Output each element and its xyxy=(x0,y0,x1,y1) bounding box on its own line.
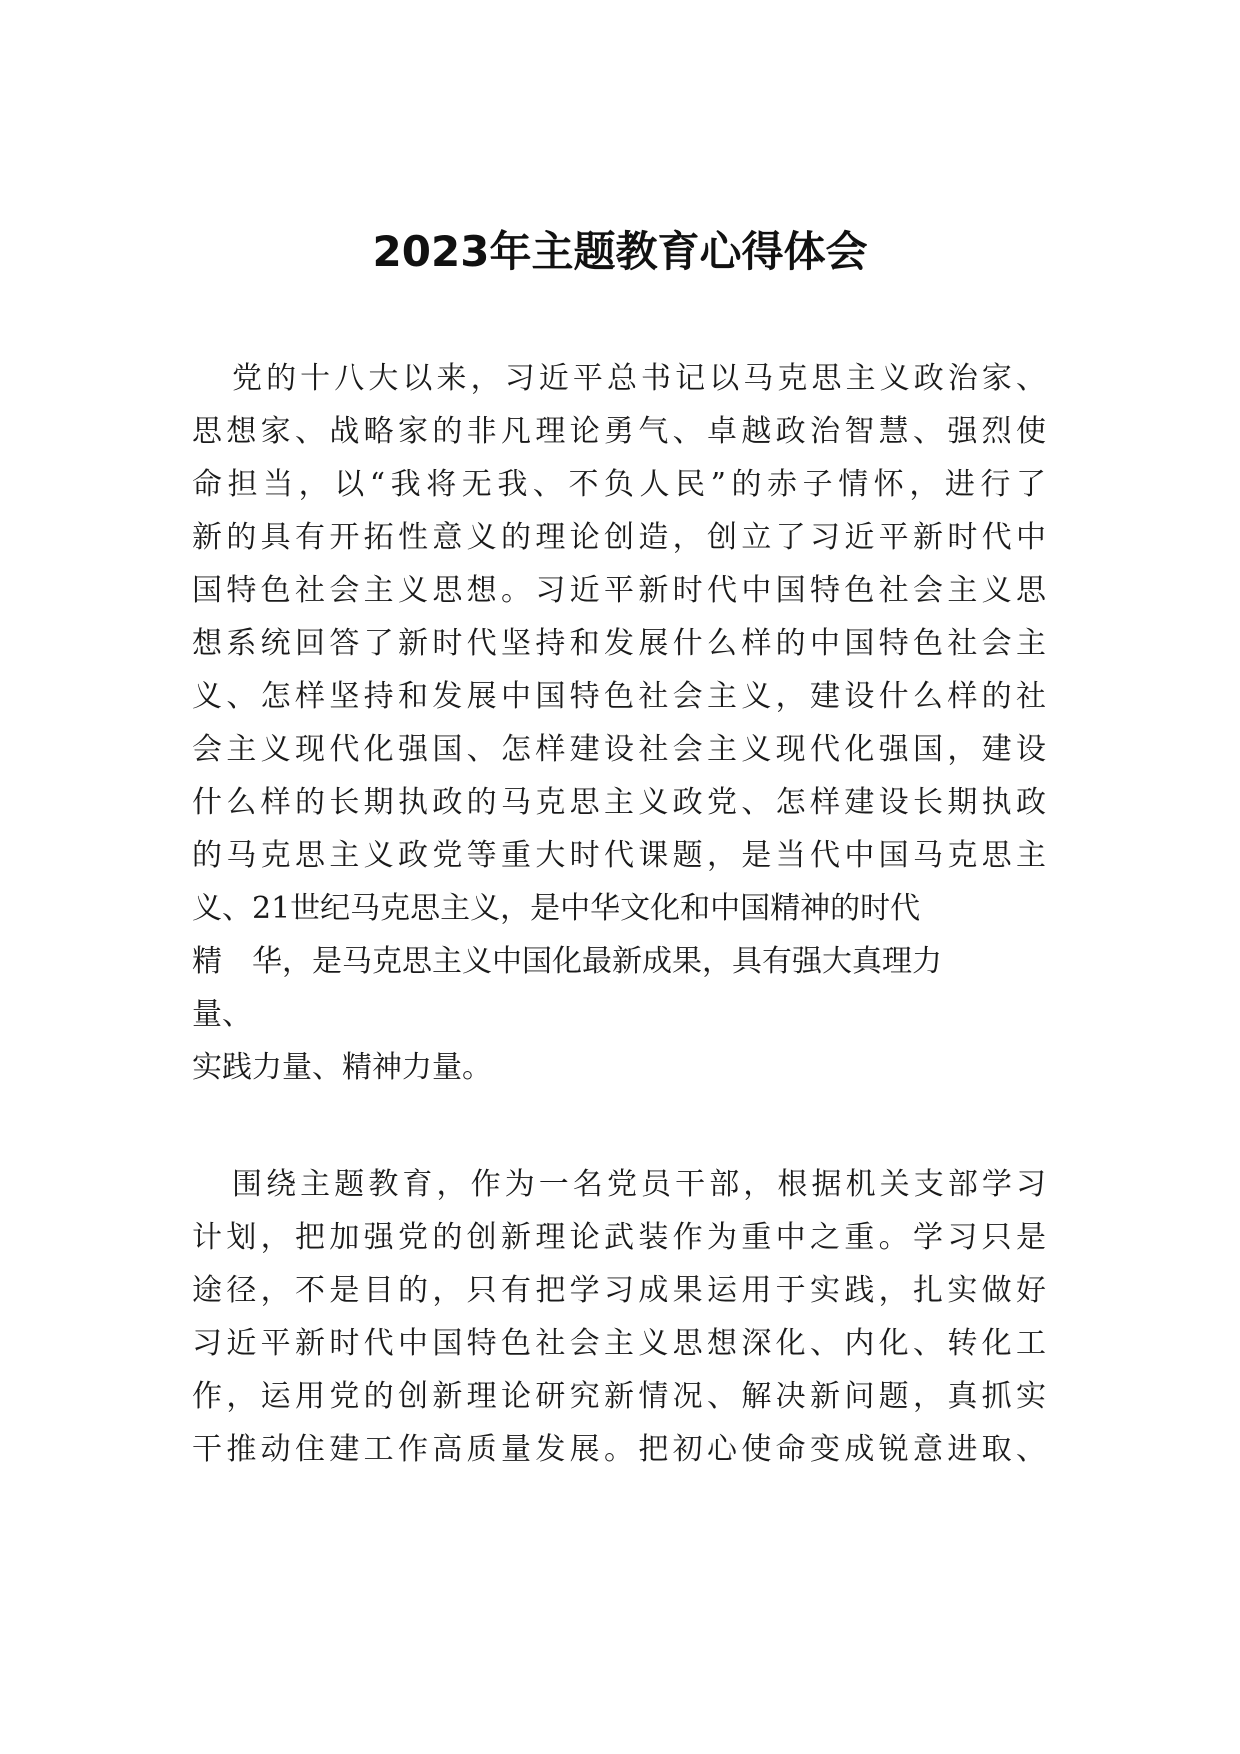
document-title: 2023年主题教育心得体会 xyxy=(372,227,868,276)
paragraph-line: 国特色社会主义思想。习近平新时代中国特色社会主义思 xyxy=(192,573,1046,608)
paragraph-2 xyxy=(192,1158,1046,1476)
paragraph-line: 途径，不是目的，只有把学习成果运用于实践，扎实做好 xyxy=(192,1273,1046,1308)
paragraph-line: 精 华，是马克思主义中国化最新成果，具有强大真理力 xyxy=(192,944,942,979)
paragraph-line: 作，运用党的创新理论研究新情况、解决新问题，真抓实 xyxy=(192,1379,1046,1414)
paragraph-line: 习近平新时代中国特色社会主义思想深化、内化、转化工 xyxy=(192,1326,1046,1361)
paragraph-line: 实践力量、精神力量。 xyxy=(192,1050,492,1085)
paragraph-line: 会主义现代化强国、怎样建设社会主义现代化强国，建设 xyxy=(192,732,1046,767)
paragraph-line: 义、怎样坚持和发展中国特色社会主义，建设什么样的社 xyxy=(192,679,1046,714)
paragraph-line: 计划，把加强党的创新理论武装作为重中之重。学习只是 xyxy=(192,1220,1046,1255)
paragraph-line: 什么样的长期执政的马克思主义政党、怎样建设长期执政 xyxy=(192,785,1046,820)
paragraph-line: 量、 xyxy=(192,997,252,1032)
paragraph-line: 的马克思主义政党等重大时代课题，是当代中国马克思主 xyxy=(192,838,1046,873)
paragraph-line: 命担当，以“我将无我、不负人民”的赤子情怀，进行了 xyxy=(192,467,1046,502)
paragraph-line: 想系统回答了新时代坚持和发展什么样的中国特色社会主 xyxy=(192,626,1046,661)
paragraph-line: 干推动住建工作高质量发展。把初心使命变成锐意进取、 xyxy=(192,1432,1046,1467)
paragraph-line: 思想家、战略家的非凡理论勇气、卓越政治智慧、强烈使 xyxy=(192,414,1046,449)
paragraph-line: 新的具有开拓性意义的理论创造，创立了习近平新时代中 xyxy=(192,520,1046,555)
paragraph-line: 党的十八大以来，习近平总书记以马克思主义政治家、 xyxy=(232,361,1046,396)
paragraph-line: 围绕主题教育，作为一名党员干部，根据机关支部学习 xyxy=(232,1167,1046,1202)
paragraph-line: 义、21世纪马克思主义，是中华文化和中国精神的时代 xyxy=(192,891,921,926)
paragraph-1 xyxy=(192,352,1046,1094)
